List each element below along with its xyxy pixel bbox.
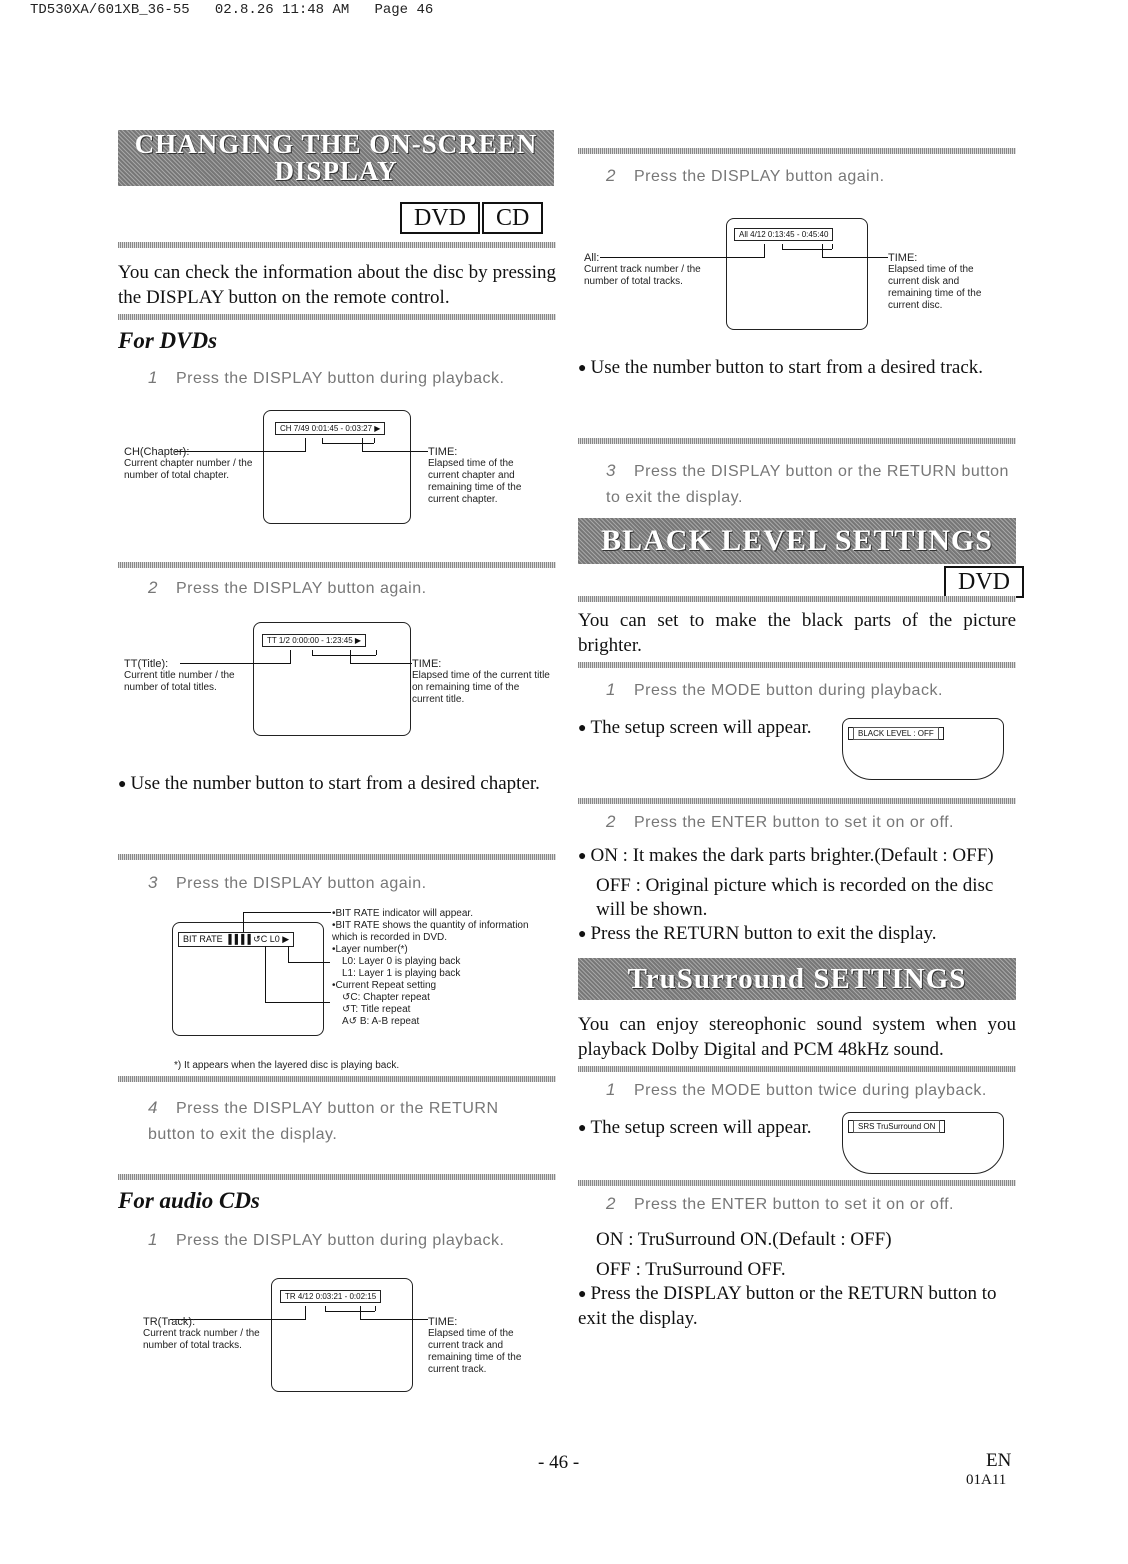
- step-text: Press the DISPLAY button or the RETURN button to exit the display.: [606, 463, 1009, 506]
- track-label: [143, 1316, 268, 1352]
- pointer-line: [288, 962, 330, 963]
- step-text: Press the ENTER button to set it on or off.: [633, 814, 954, 831]
- pointer-line: [305, 438, 306, 452]
- step-number: 3: [148, 873, 158, 892]
- step-text: Press the DISPLAY button again.: [175, 580, 427, 597]
- time-label-heading: TIME:: [428, 446, 458, 458]
- time-label-body: Elapsed time of the current track and remaining time of the current track.: [428, 1328, 522, 1375]
- trusurround-banner-text: TruSurround SETTINGS: [627, 962, 967, 995]
- divider: [118, 1174, 556, 1180]
- tr-step-2: [606, 1194, 954, 1214]
- time-label-heading: TIME:: [412, 658, 442, 670]
- bullet-text: The setup screen will appear.: [590, 1117, 812, 1138]
- for-dvds-heading: For DVDs: [118, 328, 218, 353]
- divider: [118, 854, 556, 860]
- divider: [118, 242, 556, 248]
- pointer-line: [288, 946, 289, 962]
- print-header: TD530XA/601XB_36-55 02.8.26 11:48 AM Page 46: [30, 2, 434, 18]
- step-2-cd: [606, 166, 885, 186]
- time-label-body: Elapsed time of the current disk and remaining time of the current disc.: [888, 264, 982, 311]
- step-number: 1: [606, 680, 616, 699]
- step-3-cd: [606, 458, 1016, 511]
- title-label-heading: TT(Title):: [124, 658, 169, 670]
- page-number: - 46 -: [538, 1452, 580, 1473]
- pointer-line: [376, 650, 377, 655]
- step-text: Press the DISPLAY button during playback.: [175, 370, 505, 387]
- time-label-heading: TIME:: [428, 1316, 458, 1328]
- track-label-heading: TR(Track):: [143, 1316, 196, 1328]
- language-code: EN: [986, 1450, 1012, 1471]
- step-text: Press the DISPLAY button during playback.: [175, 1232, 505, 1249]
- tr-on: ON : TruSurround ON.(Default : OFF): [596, 1229, 892, 1250]
- note-ab-repeat: A↺ B: A-B repeat: [342, 1016, 420, 1027]
- step-number: 1: [606, 1080, 616, 1099]
- step-number: 2: [606, 812, 616, 831]
- step-4: [148, 1095, 548, 1148]
- bl-return: ● Press the RETURN button to exit the display.: [578, 923, 937, 944]
- step-number: 1: [148, 368, 158, 387]
- time-label: [428, 1316, 546, 1376]
- divider: [578, 438, 1016, 444]
- tr-step-1: [606, 1080, 987, 1100]
- step-number: 4: [148, 1098, 158, 1117]
- pointer-line: [822, 244, 823, 258]
- pointer-line: [360, 1306, 361, 1320]
- bl-off: OFF : Original picture which is recorded on the disc will be shown.: [596, 875, 994, 920]
- step-number: 3: [606, 461, 616, 480]
- step-number: 1: [148, 1230, 158, 1249]
- all-label-heading: All:: [584, 252, 600, 264]
- title-banner-line1: CHANGING THE ON-SCREEN: [134, 129, 538, 159]
- for-cds-heading: For audio CDs: [118, 1188, 260, 1213]
- pointer-line: [764, 244, 765, 258]
- trusurround-intro: You can enjoy stereophonic sound system when you playback Dolby Digital and PCM 48kHz sound.: [578, 1014, 1016, 1060]
- note-layer: •Layer number(*): [332, 944, 408, 955]
- all-label: [584, 252, 719, 288]
- pointer-line: [375, 1306, 376, 1311]
- step-number: 2: [148, 578, 158, 597]
- pointer-line: [350, 650, 351, 664]
- pointer-line: [265, 1002, 330, 1003]
- chapter-label: [124, 446, 264, 482]
- osd-black-level: [848, 727, 944, 740]
- intro-text: You can check the information about the disc by pressing the DISPLAY button on the remote control.: [118, 262, 556, 308]
- tr-off: OFF : TruSurround OFF.: [596, 1259, 786, 1280]
- pointer-line: [325, 1311, 375, 1312]
- osd-track-bar: TR 4/12 0:03:21 - 0:02:15: [280, 1290, 381, 1303]
- time-label: [412, 658, 550, 706]
- black-level-banner-text: BLACK LEVEL SETTINGS: [601, 524, 993, 557]
- step-number: 2: [606, 1194, 616, 1213]
- osd-chapter-bar: CH 7/49 0:01:45 - 0:03:27 ▶: [275, 422, 385, 435]
- bullet-text: Use the number button to start from a desired chapter.: [130, 773, 540, 794]
- note-repeat: •Current Repeat setting: [332, 980, 437, 991]
- time-label-body: Elapsed time of the current title on remaining time of the current title.: [412, 670, 550, 705]
- divider: [578, 798, 1016, 804]
- step-1-cd: [148, 1230, 505, 1250]
- pointer-line: [782, 249, 832, 250]
- bullet-chapter: ● Use the number button to start from a desired chapter.: [118, 773, 540, 794]
- pointer-line: [350, 663, 412, 664]
- osd-all-bar: All 4/12 0:13:45 - 0:45:40: [734, 228, 833, 241]
- step-text: Press the DISPLAY button again.: [175, 875, 427, 892]
- divider: [578, 596, 1016, 602]
- black-level-banner: [578, 518, 1016, 564]
- pointer-line: [832, 244, 833, 249]
- step-number: 2: [606, 166, 616, 185]
- step-1: [148, 368, 505, 388]
- step-text: Press the DISPLAY button again.: [633, 168, 885, 185]
- document-code: 01A11: [966, 1472, 1007, 1488]
- pointer-line: [243, 912, 331, 913]
- divider: [118, 1076, 556, 1082]
- chapter-label-body: Current chapter number / the number of total chapter.: [124, 458, 253, 481]
- tr-bullet-setup: ● The setup screen will appear.: [578, 1117, 812, 1138]
- time-label: [888, 252, 1003, 312]
- pointer-line: [322, 443, 374, 444]
- title-label-body: Current title number / the number of total titles.: [124, 670, 235, 693]
- chapter-label-heading: CH(Chapter):: [124, 446, 190, 458]
- note-title-repeat: ↺T: Title repeat: [342, 1004, 411, 1015]
- time-label-heading: TIME:: [888, 252, 918, 264]
- bl-bullet-setup: ● The setup screen will appear.: [578, 717, 812, 738]
- step-text: Press the MODE button twice during playback.: [633, 1082, 987, 1099]
- title-banner: [118, 130, 554, 186]
- pointer-line: [290, 650, 291, 664]
- title-label: [124, 658, 249, 694]
- bullet-text: Press the DISPLAY button or the RETURN button to exit the display.: [578, 1283, 997, 1329]
- divider: [578, 1180, 1016, 1186]
- pointer-line: [265, 946, 266, 1002]
- divider: [118, 562, 556, 568]
- footnote: *) It appears when the layered disc is playing back.: [174, 1060, 400, 1071]
- step-3: [148, 873, 427, 893]
- pointer-line: [360, 1319, 428, 1320]
- note-bitrate-quantity: •BIT RATE shows the quantity of information which is recorded in DVD.: [332, 920, 529, 943]
- bullet-text: The setup screen will appear.: [590, 717, 812, 738]
- pointer-line: [362, 451, 428, 452]
- pointer-line: [312, 655, 376, 656]
- divider: [578, 148, 1016, 154]
- pointer-line: [243, 912, 244, 932]
- title-banner-line2: DISPLAY: [274, 156, 398, 186]
- bullet-text: Press the RETURN button to exit the display.: [590, 923, 937, 944]
- step-text: Press the ENTER button to set it on or off.: [633, 1196, 954, 1213]
- dvd-badge: DVD: [400, 202, 480, 234]
- pointer-line: [305, 1306, 306, 1320]
- black-level-intro: You can set to make the black parts of the picture brighter.: [578, 610, 1016, 656]
- pointer-line: [374, 438, 375, 443]
- bl-on: ● ON : It makes the dark parts brighter.(Default : OFF): [578, 845, 994, 866]
- osd-title-bar: TT 1/2 0:00:00 - 1:23:45 ▶: [262, 634, 366, 647]
- cd-badge: CD: [482, 202, 543, 234]
- bitrate-notes: [332, 908, 552, 1028]
- bullet-text: Use the number button to start from a desired track.: [590, 357, 984, 378]
- trusurround-banner: [578, 958, 1016, 1000]
- step-text: Press the DISPLAY button or the RETURN button to exit the display.: [148, 1100, 499, 1143]
- osd-trusurround: [848, 1120, 945, 1133]
- bullet-track: ● Use the number button to start from a desired track.: [578, 357, 984, 378]
- time-label: [428, 446, 546, 506]
- divider: [578, 662, 1016, 668]
- track-label-body: Current track number / the number of total tracks.: [143, 1328, 260, 1351]
- osd-trusurround-text: SRS TruSurround ON: [853, 1120, 940, 1133]
- tr-return: ● Press the DISPLAY button or the RETURN button to exit the display.: [578, 1283, 997, 1329]
- step-2: [148, 578, 427, 598]
- note-layer0: L0: Layer 0 is playing back: [342, 956, 461, 967]
- osd-black-level-text: BLACK LEVEL : OFF: [853, 727, 939, 740]
- divider: [118, 314, 556, 320]
- osd-bitrate-bar: BIT RATE ▐▐▐▐ ↺C L0 ▶: [178, 932, 294, 947]
- note-layer1: L1: Layer 1 is playing back: [342, 968, 461, 979]
- bl-step-1: [606, 680, 943, 700]
- divider: [578, 1066, 1016, 1072]
- all-label-body: Current track number / the number of total tracks.: [584, 264, 701, 287]
- pointer-line: [362, 438, 363, 452]
- time-label-body: Elapsed time of the current chapter and remaining time of the current chapter.: [428, 458, 522, 505]
- note-chapter-repeat: ↺C: Chapter repeat: [342, 992, 430, 1003]
- step-text: Press the MODE button during playback.: [633, 682, 943, 699]
- note-bitrate-appear: •BIT RATE indicator will appear.: [332, 908, 473, 919]
- bl-step-2: [606, 812, 954, 832]
- bullet-text: ON : It makes the dark parts brighter.(Default : OFF): [590, 845, 994, 866]
- dvd-badge: DVD: [944, 566, 1024, 598]
- pointer-line: [822, 257, 888, 258]
